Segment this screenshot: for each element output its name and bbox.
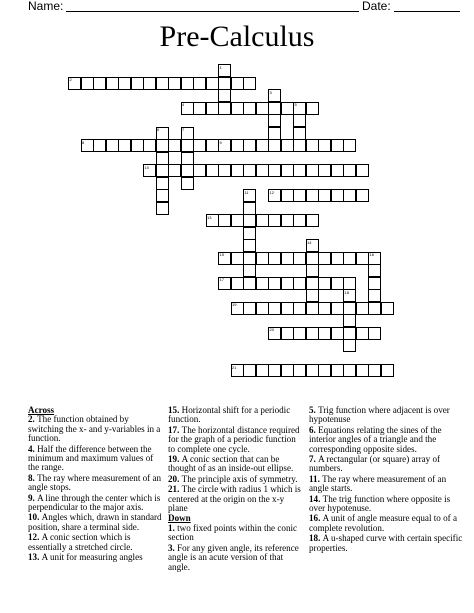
clue-item — [28, 533, 164, 552]
crossword-cell[interactable] — [306, 139, 319, 152]
crossword-cell[interactable] — [131, 139, 144, 152]
crossword-cell[interactable] — [231, 214, 244, 227]
crossword-cell[interactable] — [118, 77, 131, 90]
crossword-cell[interactable] — [343, 364, 356, 377]
clue-number: 10. — [28, 512, 42, 523]
clue-item — [168, 455, 304, 474]
crossword-cell[interactable] — [143, 77, 156, 90]
crossword-cell[interactable] — [331, 189, 344, 202]
clue-number: 4. — [28, 443, 38, 454]
crossword-cell[interactable] — [268, 139, 281, 152]
crossword-cell[interactable] — [381, 302, 394, 315]
clue-text: Trig function where adjacent is over hypotenuse — [309, 405, 450, 425]
clue-number: 20. — [168, 473, 182, 484]
cell-number: 16 — [369, 252, 374, 257]
cell-number: 10 — [144, 164, 149, 170]
crossword-cell[interactable] — [218, 164, 231, 177]
crossword-cell[interactable] — [118, 139, 131, 152]
clue-item — [309, 534, 467, 553]
crossword-cell[interactable] — [156, 164, 169, 177]
clue-item — [168, 406, 304, 425]
crossword-cell[interactable] — [293, 127, 306, 140]
clue-number: 3. — [168, 542, 178, 553]
crossword-cell[interactable] — [318, 164, 331, 177]
clue-text: Horizontal shift for a periodic function. — [168, 405, 291, 425]
crossword-cell[interactable] — [268, 127, 281, 140]
crossword-cell[interactable] — [268, 189, 281, 202]
down-heading: Down — [168, 513, 191, 524]
crossword-cell[interactable] — [93, 139, 106, 152]
cell-number: 9 — [219, 139, 222, 145]
crossword-cell[interactable] — [243, 164, 256, 177]
crossword-cell[interactable] — [343, 164, 356, 177]
crossword-cell[interactable] — [293, 214, 306, 227]
clue-item — [309, 426, 467, 454]
clue-number: 5. — [309, 405, 319, 415]
clue-number: 15. — [168, 405, 182, 415]
crossword-cell[interactable] — [368, 277, 381, 290]
clue-item — [309, 406, 467, 425]
crossword-cell[interactable] — [331, 277, 344, 290]
crossword-cell[interactable] — [343, 252, 356, 265]
clue-column-3 — [309, 406, 467, 554]
crossword-cell[interactable] — [306, 302, 319, 315]
crossword-cell[interactable] — [306, 164, 319, 177]
crossword-cell[interactable] — [256, 277, 269, 290]
crossword-cell[interactable] — [156, 202, 169, 215]
crossword-cell[interactable] — [368, 264, 381, 277]
clue-item — [168, 524, 304, 543]
crossword-cell[interactable] — [268, 364, 281, 377]
crossword-cell[interactable] — [243, 264, 256, 277]
crossword-cell[interactable] — [168, 139, 181, 152]
crossword-cell[interactable] — [293, 364, 306, 377]
crossword-cell[interactable] — [206, 77, 219, 90]
crossword-cell[interactable] — [206, 139, 219, 152]
clue-item — [28, 553, 164, 562]
crossword-cell[interactable] — [281, 189, 294, 202]
crossword-cell[interactable] — [306, 277, 319, 290]
crossword-cell[interactable] — [181, 127, 194, 140]
crossword-cell[interactable] — [343, 289, 356, 302]
crossword-cell[interactable] — [343, 314, 356, 327]
crossword-cell[interactable] — [256, 164, 269, 177]
crossword-cell[interactable] — [143, 139, 156, 152]
clue-text: The horizontal distance required for the graph of a periodic function to complete one cycle. — [168, 424, 300, 454]
crossword-cell[interactable] — [293, 252, 306, 265]
crossword-cell[interactable] — [318, 277, 331, 290]
crossword-cell[interactable] — [293, 164, 306, 177]
crossword-cell[interactable] — [318, 302, 331, 315]
clue-column-2 — [168, 406, 304, 573]
crossword-cell[interactable] — [131, 77, 144, 90]
crossword-cell[interactable] — [293, 114, 306, 127]
crossword-cell[interactable] — [268, 102, 281, 115]
crossword-cell[interactable] — [181, 164, 194, 177]
crossword-cell[interactable] — [181, 177, 194, 190]
crossword-cell[interactable] — [268, 214, 281, 227]
crossword-cell[interactable] — [156, 152, 169, 165]
crossword-cell[interactable] — [343, 139, 356, 152]
clue-number: 19. — [168, 454, 182, 465]
crossword-cell[interactable] — [218, 214, 231, 227]
crossword-cell[interactable] — [356, 327, 369, 340]
cell-number: 19 — [232, 302, 237, 307]
crossword-cell[interactable] — [306, 189, 319, 202]
crossword-cell[interactable] — [181, 139, 194, 152]
crossword-cell[interactable] — [256, 302, 269, 315]
crossword-cell[interactable] — [356, 164, 369, 177]
crossword-cell[interactable] — [381, 364, 394, 377]
clue-text: two fixed points within the conic section — [168, 522, 298, 543]
crossword-cell[interactable] — [81, 77, 94, 90]
crossword-cell[interactable] — [281, 139, 294, 152]
clue-text: A unit of angle measure equal to of a complete revolution. — [309, 513, 457, 533]
across-heading: Across — [28, 405, 55, 415]
crossword-cell[interactable] — [293, 102, 306, 115]
crossword-cell[interactable] — [368, 364, 381, 377]
crossword-cell[interactable] — [306, 289, 319, 302]
crossword-cell[interactable] — [256, 139, 269, 152]
crossword-cell[interactable] — [218, 89, 231, 102]
crossword-cell[interactable] — [331, 139, 344, 152]
clue-text: The ray where measurement of an angle starts. — [309, 473, 447, 494]
crossword-cell[interactable] — [368, 302, 381, 315]
crossword-cell[interactable] — [343, 327, 356, 340]
cell-number: 20 — [269, 327, 274, 332]
crossword-cell[interactable] — [293, 302, 306, 315]
crossword-cell[interactable] — [268, 302, 281, 315]
clue-number: 17. — [168, 424, 182, 435]
crossword-cell[interactable] — [243, 252, 256, 265]
clue-column-1 — [28, 406, 164, 564]
cell-number: 13 — [207, 214, 212, 220]
crossword-cell[interactable] — [343, 277, 356, 290]
crossword-cell[interactable] — [206, 214, 219, 227]
clue-number: 1. — [168, 522, 178, 533]
crossword-cell[interactable] — [218, 102, 231, 115]
clue-item — [168, 475, 304, 484]
clue-number: 12. — [28, 532, 42, 543]
crossword-cell[interactable] — [243, 189, 256, 202]
crossword-cell[interactable] — [306, 364, 319, 377]
crossword-cell[interactable] — [343, 302, 356, 315]
crossword-cell[interactable] — [306, 214, 319, 227]
crossword-cell[interactable] — [81, 139, 94, 152]
clue-number: 6. — [309, 424, 319, 435]
crossword-cell[interactable] — [231, 139, 244, 152]
clue-text: A rectangular (or square) array of numbers. — [309, 454, 441, 474]
clue-text: The principle axis of symmetry. — [181, 473, 298, 484]
clue-number: 7. — [309, 454, 319, 465]
cell-number: 11 — [244, 189, 249, 195]
page-title: Pre-Calculus — [159, 20, 315, 53]
clue-item — [28, 513, 164, 532]
crossword-cell[interactable] — [368, 327, 381, 340]
crossword-cell[interactable] — [281, 102, 294, 115]
clue-item — [28, 445, 164, 473]
crossword-cell[interactable] — [193, 77, 206, 90]
cell-number: 14 — [307, 239, 312, 245]
clue-text: For any given angle, its reference angle is an acute version of that angle. — [168, 542, 299, 572]
crossword-cell[interactable] — [243, 227, 256, 240]
crossword-cell[interactable] — [331, 364, 344, 377]
clue-item — [28, 415, 164, 443]
crossword-cell[interactable] — [293, 277, 306, 290]
crossword-cell[interactable] — [368, 252, 381, 265]
crossword-cell[interactable] — [156, 189, 169, 202]
clue-number: 13. — [28, 552, 42, 563]
crossword-cell[interactable] — [68, 77, 81, 90]
crossword-cell[interactable] — [243, 364, 256, 377]
cell-number: 17 — [219, 277, 224, 282]
crossword-cell[interactable] — [368, 289, 381, 302]
clue-text: The function obtained by switching the x- and y-variables in a function. — [28, 414, 161, 444]
cell-number: 2 — [69, 77, 72, 82]
down-clues-1 — [168, 524, 304, 572]
crossword-cell[interactable] — [281, 302, 294, 315]
crossword-cell[interactable] — [243, 214, 256, 227]
crossword-cell[interactable] — [318, 189, 331, 202]
clue-item — [168, 485, 304, 513]
clue-text: Angles which, drawn in standard position, share a terminal side. — [28, 512, 162, 532]
crossword-cell[interactable] — [268, 89, 281, 102]
clue-item — [28, 474, 164, 493]
clue-text: The ray where measurement of an angle stops. — [28, 472, 162, 493]
crossword-cell[interactable] — [293, 327, 306, 340]
crossword-cell[interactable] — [231, 302, 244, 315]
clue-text: A u-shaped curve with certain specific properties. — [309, 533, 463, 553]
clue-text: A line through the center which is perpendicular to the major axis. — [28, 492, 161, 513]
clue-item — [309, 495, 467, 514]
crossword-cell[interactable] — [231, 364, 244, 377]
crossword-cell[interactable] — [218, 77, 231, 90]
crossword-cell[interactable] — [268, 277, 281, 290]
crossword-cell[interactable] — [281, 164, 294, 177]
crossword-cell[interactable] — [231, 277, 244, 290]
cell-number: 4 — [182, 102, 185, 107]
clue-number: 11. — [309, 473, 323, 484]
clue-number: 14. — [309, 493, 323, 504]
date-label: Date: — [362, 0, 391, 13]
crossword-cell[interactable] — [331, 252, 344, 265]
crossword-cell[interactable] — [306, 239, 319, 252]
crossword-cell[interactable] — [281, 364, 294, 377]
crossword-cell[interactable] — [243, 302, 256, 315]
crossword-cell[interactable] — [306, 264, 319, 277]
clue-text: A unit for measuring angles — [41, 552, 143, 563]
crossword-cell[interactable] — [356, 252, 369, 265]
clue-number: 8. — [28, 472, 38, 483]
crossword-cell[interactable] — [356, 189, 369, 202]
crossword-cell[interactable] — [318, 139, 331, 152]
crossword-cell[interactable] — [218, 252, 231, 265]
clue-text: The circle with radius 1 which is centered at the origin on the x-y plane — [168, 484, 301, 514]
crossword-cell[interactable] — [256, 252, 269, 265]
crossword-cell[interactable] — [156, 177, 169, 190]
cell-number: 21 — [232, 364, 237, 370]
crossword-cell[interactable] — [331, 327, 344, 340]
crossword-cell[interactable] — [243, 139, 256, 152]
crossword-cell[interactable] — [293, 189, 306, 202]
clue-number: 9. — [28, 492, 38, 503]
clue-number: 2. — [28, 414, 38, 425]
crossword-cell[interactable] — [231, 77, 244, 90]
crossword-cell[interactable] — [343, 339, 356, 352]
crossword-cell[interactable] — [181, 102, 194, 115]
crossword-cell[interactable] — [156, 139, 169, 152]
crossword-cell[interactable] — [356, 302, 369, 315]
crossword-cell[interactable] — [243, 277, 256, 290]
clue-item — [309, 475, 467, 494]
crossword-cell[interactable] — [231, 252, 244, 265]
crossword-cell[interactable] — [331, 164, 344, 177]
cell-number: 12 — [269, 189, 274, 195]
crossword-cell[interactable] — [193, 164, 206, 177]
crossword-cell[interactable] — [218, 277, 231, 290]
crossword-cell[interactable] — [231, 102, 244, 115]
across-clues-1 — [28, 415, 164, 562]
crossword-cell[interactable] — [331, 302, 344, 315]
clue-text: The trig function where opposite is over hypotenuse. — [309, 493, 451, 514]
crossword-cell[interactable] — [256, 214, 269, 227]
across-clues-2 — [168, 406, 304, 513]
crossword-cell[interactable] — [268, 114, 281, 127]
crossword-cell[interactable] — [268, 164, 281, 177]
clue-item — [309, 455, 467, 474]
crossword-cell[interactable] — [281, 214, 294, 227]
cell-number: 3 — [269, 89, 272, 95]
crossword-cell[interactable] — [106, 77, 119, 90]
crossword-cell[interactable] — [293, 139, 306, 152]
crossword-cell[interactable] — [243, 239, 256, 252]
crossword-cell[interactable] — [281, 252, 294, 265]
clue-item — [309, 514, 467, 533]
clue-number: 21. — [168, 484, 182, 495]
clue-text: Half the difference between the minimum and maximum values of the range. — [28, 443, 154, 473]
crossword-cell[interactable] — [243, 77, 256, 90]
crossword-cell[interactable] — [306, 252, 319, 265]
crossword-cell[interactable] — [268, 252, 281, 265]
crossword-cell[interactable] — [193, 139, 206, 152]
crossword-cell[interactable] — [306, 102, 319, 115]
crossword-cell[interactable] — [106, 139, 119, 152]
crossword-cell[interactable] — [193, 102, 206, 115]
cell-number: 1 — [219, 64, 222, 70]
crossword-cell[interactable] — [343, 189, 356, 202]
cell-number: 8 — [82, 139, 85, 145]
crossword-cell[interactable] — [206, 164, 219, 177]
crossword-cell[interactable] — [181, 77, 194, 90]
crossword-cell[interactable] — [206, 102, 219, 115]
crossword-cell[interactable] — [218, 64, 231, 77]
clue-item — [28, 494, 164, 513]
crossword-cell[interactable] — [243, 102, 256, 115]
crossword-cell[interactable] — [281, 327, 294, 340]
crossword-cell[interactable] — [218, 139, 231, 152]
crossword-cell[interactable] — [356, 364, 369, 377]
crossword-cell[interactable] — [281, 277, 294, 290]
crossword-cell[interactable] — [256, 102, 269, 115]
crossword-cell[interactable] — [318, 364, 331, 377]
crossword-cell[interactable] — [231, 164, 244, 177]
crossword-cell[interactable] — [318, 327, 331, 340]
crossword-cell[interactable] — [143, 164, 156, 177]
crossword-cell[interactable] — [156, 77, 169, 90]
cell-number: 6 — [157, 127, 160, 132]
crossword-cell[interactable] — [306, 327, 319, 340]
clue-item — [168, 426, 304, 454]
clue-text: A conic section which is essentially a stretched circle. — [28, 532, 133, 552]
crossword-cell[interactable] — [93, 77, 106, 90]
clue-text: Equations relating the sines of the interior angles of a triangle and the corresponding opposite sides. — [309, 424, 442, 454]
crossword-cell[interactable] — [181, 152, 194, 165]
clue-item — [168, 544, 304, 572]
crossword-cell[interactable] — [268, 327, 281, 340]
crossword-cell[interactable] — [256, 364, 269, 377]
clue-number: 16. — [309, 513, 323, 524]
crossword-cell[interactable] — [243, 202, 256, 215]
down-clues-2 — [309, 406, 467, 553]
crossword-cell[interactable] — [156, 127, 169, 140]
crossword-cell[interactable] — [168, 164, 181, 177]
cell-number: 15 — [219, 252, 224, 257]
crossword-cell[interactable] — [318, 252, 331, 265]
clue-text: A conic section that can be thought of as an inside-out ellipse. — [168, 454, 294, 474]
name-label: Name: — [28, 0, 64, 13]
cell-number: 7 — [182, 127, 185, 132]
cell-number: 18 — [344, 289, 349, 295]
clue-number: 18. — [309, 533, 323, 544]
cell-number: 5 — [294, 102, 297, 107]
crossword-cell[interactable] — [168, 77, 181, 90]
